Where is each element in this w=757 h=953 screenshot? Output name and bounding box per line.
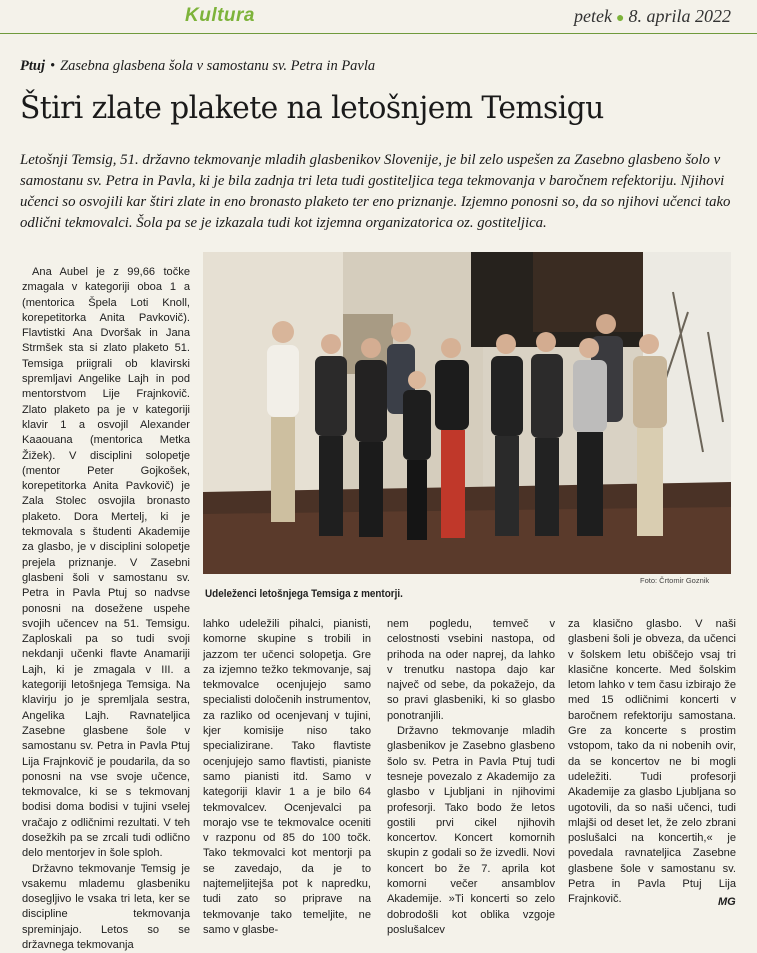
kicker-bullet: • xyxy=(49,58,56,74)
article-photo xyxy=(203,252,731,574)
body-paragraph: za klasično glasbo. V naši glasbeni šoli je obveza, da učenci v šolskem letu obiščejo vsaj tri klasične koncerte. Med šolskim letom lahko v tem času izbirajo že med 15 odličnimi koncerti v baročnem refektoriju samostana. Gre za koncerte s prostim vstopom, tako da ni nobenih ovir, da se koncertov ne bi mogli udeležiti. Tudi profesorji Akademije za glasbo Ljubljana so ugotovili, da so naši učenci, tudi mlajši od deset let, že zelo zbrani poslušalci na koncertih,« je povedala ravnateljica Zasebne glasbene šole v samostanu sv. Petra in Pavla Ptuj Lija Frajnkovič. xyxy=(568,618,736,906)
kicker-topic: Zasebna glasbena šola v samostanu sv. Petra in Pavla xyxy=(60,58,376,74)
page-header xyxy=(0,0,757,34)
body-column-3 xyxy=(387,617,555,936)
body-column-4 xyxy=(568,617,736,917)
date-separator-dot: ● xyxy=(616,11,625,26)
kicker-place: Ptuj xyxy=(20,58,45,74)
issue-day: petek xyxy=(574,6,613,26)
article-lead: Letošnji Temsig, 51. državno tekmovanje mladih glasbenikov Slovenije, je bil zelo uspešen za Zasebno glasbeno šolo v samostanu sv. Petra in Pavla, ki je bila zadnja tri leta tudi gostiteljica tega tekmovanja v baročnem refektoriju. Njihovi učenci so osvojili kar štiri zlate in eno bronasto plaketo ter eno priznanje. Izjemno ponosni so, da so njihovi učenci tako odlični tekmovalci. Šola pa se je izkazala tudi kot izjemna organizatorica oz. gostiteljica. xyxy=(20,152,731,231)
issue-date xyxy=(574,6,731,27)
body-paragraph: Ana Aubel je z 99,66 točke zmagala v kategoriji oboa 1 a (mentorica Špela Loti Knoll, korepetitorka Anita Pavkovič). Flavtistki Ana Dvoršak in Jana Strmšek sta si zlato plaketo 51. Temsiga priigrali ob klavirski spremljavi Angelike Lajh in pod mentorstvom Lije Frajnkovič. Zlato plaketo pa je v kategoriji klavir 1 a osvojil Alexander Kaaouana (mentorica Metka Žižek). V disciplini solopetje (mentor Peter Gojkošek, korepetitorka Anita Pavkovič) je Zala Stolec osvojila bronasto plaketo. Dora Mertelj, ki je tekmovala s študenti Akademije za glasbo, je v disciplini solopetje prejela priznanje. V Zasebni glasbeni šoli v samostanu sv. Petra in Pavla Ptuj so nadvse ponosni na dosežene uspehe svojih učencev na 51. Temsigu. Zaploskali pa so tudi svoji nekdanji učenki flavte Anamariji Lajh, ki je zmagala v III. a kategoriji letošnjega Temsiga. Na klavirju jo je spremljala sestra, Angelika Lajh. Ravnateljica Zasebne glasbene šole v samostanu sv. Petra in Pavla Ptuj Lija Frajnkovič je poudarila, da so ponosni na vse svoje učence, tekmovalce, ki se s tekmovanj bodisi doma bodisi v tujini vselej vračajo z odličnimi rezultati. V teh dosežkih pa se zrcali tudi odlično delo mentorjev in šole sploh. xyxy=(22,266,190,860)
article-headline: Štiri zlate plakete na letošnjem Temsigu xyxy=(20,90,604,126)
article-kicker xyxy=(20,58,375,75)
author-byline: MG xyxy=(718,896,736,908)
body-column-1 xyxy=(22,265,190,952)
body-column-2 xyxy=(203,617,371,936)
photo-credit: Foto: Črtomir Goznik xyxy=(640,576,710,585)
body-paragraph: Državno tekmovanje mladih glasbenikov je Zasebno glasbeno šolo sv. Petra in Pavla Ptuj tudi tesneje povezalo z Akademijo za glasbo v Ljubljani in njihovimi profesorji. Tako bodo že letos gostili prvi cikel njihovih koncertov. Koncert komornih skupin z godali so že izvedli. Novi koncert bo že 7. aprila kot komorni večer ansamblov Akademije. »Ti koncerti so zelo dobrodošli kot oblika vzgoje poslušalcev xyxy=(387,725,555,936)
group-photo-illustration xyxy=(203,252,731,574)
body-paragraph: nem pogledu, temveč v celostnosti vsebini nastopa, od prihoda na oder naprej, da lahko v trenutku nastopa dajo kar največ od sebe, da pokažejo, da so pravi glasbeniki, ki so glasbo ponotranjili. xyxy=(387,618,555,722)
body-paragraph: lahko udeležili pihalci, pianisti, komorne skupine s trobili in jazzom ter učenci solopetja. Gre za izjemno težko tekmovanje, saj tekmovalce ocenjujejo samo specialisti določenih instrumentov, za razliko od ocenjevanj v tujini, kjer komisije niso tako specializirane. Tako flavtiste ocenjujejo samo flavtisti, pianiste samo pianisti itd. Samo v kategoriji klavir 1 a je bilo 64 tekmovalcev. Ocenjevalci pa morajo vse te tekmovalce oceniti v razponu od 85 do 100 točk. Tako tekmovalci kot mentorji pa se zavedajo, da je to najtemeljitejša pot k napredku, tudi zato so priprave na tekmovanje tako temeljite, ne samo v glasbe- xyxy=(203,618,371,936)
issue-date-text: 8. aprila 2022 xyxy=(628,6,731,26)
photo-caption: Udeleženci letošnjega Temsiga z mentorji. xyxy=(205,588,403,600)
body-paragraph: Državno tekmovanje Temsig je vsakemu mlademu glasbeniku dosegljivo le vsaka tri leta, ker se discipline tekmovanja spreminjajo. Letos so se državnega tekmovanja xyxy=(22,862,190,952)
section-name: Kultura xyxy=(185,5,255,26)
